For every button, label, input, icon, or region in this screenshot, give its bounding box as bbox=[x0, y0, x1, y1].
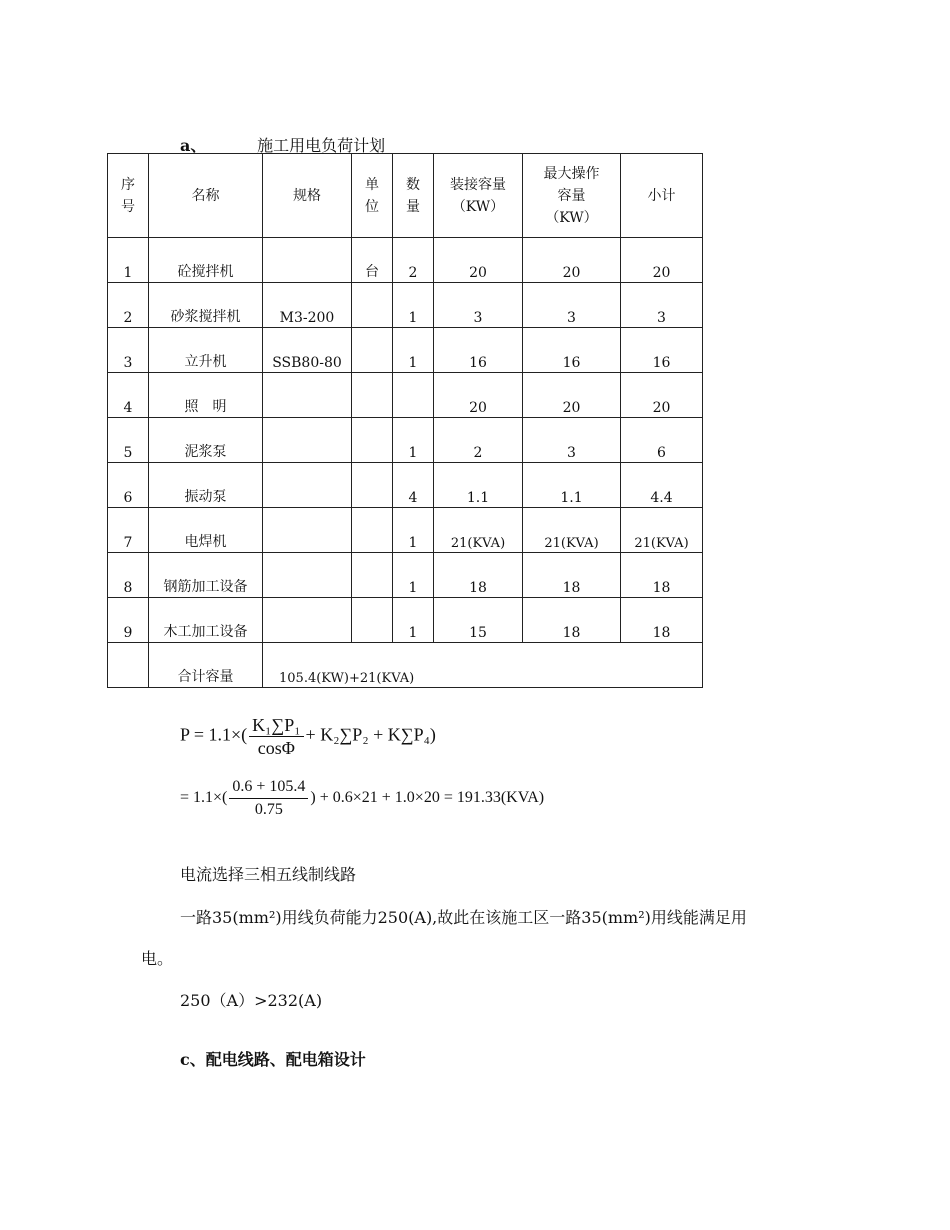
cell-unit bbox=[352, 598, 393, 643]
cell-name: 泥浆泵 bbox=[149, 418, 263, 463]
cell-qty: 1 bbox=[393, 283, 434, 328]
table-row bbox=[108, 553, 703, 598]
header-name: 名称 bbox=[149, 154, 263, 238]
header-subtotal: 小计 bbox=[621, 154, 703, 238]
cell-max-capacity: 16 bbox=[523, 328, 621, 373]
header-spec: 规格 bbox=[263, 154, 352, 238]
cell-subtotal: 16 bbox=[621, 328, 703, 373]
table-header-row bbox=[108, 154, 703, 238]
cell-spec: SSB80-80 bbox=[263, 328, 352, 373]
cell-qty: 2 bbox=[393, 238, 434, 283]
section-a-title: 施工用电负荷计划 bbox=[257, 136, 386, 155]
paragraph-current-check: 250（A）>232(A) bbox=[180, 991, 323, 1010]
header-max-capacity: 最大操作 容量 （KW） bbox=[523, 154, 621, 238]
cell-max-capacity: 20 bbox=[523, 373, 621, 418]
cell-unit bbox=[352, 553, 393, 598]
cell-install-capacity: 20 bbox=[434, 373, 523, 418]
cell-subtotal: 21(KVA) bbox=[621, 508, 703, 553]
cell-qty bbox=[393, 373, 434, 418]
paragraph-capacity-line2: 电。 bbox=[141, 949, 174, 968]
cell-max-capacity: 18 bbox=[523, 598, 621, 643]
cell-no: 6 bbox=[108, 463, 149, 508]
table-row bbox=[108, 418, 703, 463]
cell-spec bbox=[263, 238, 352, 283]
total-value: 105.4(KW)+21(KVA) bbox=[263, 643, 703, 688]
formula1-numerator: K₁∑P₁ bbox=[249, 714, 303, 737]
cell-install-capacity: 3 bbox=[434, 283, 523, 328]
cell-subtotal: 3 bbox=[621, 283, 703, 328]
header-qty: 数 量 bbox=[393, 154, 434, 238]
cell-name: 砼搅拌机 bbox=[149, 238, 263, 283]
cell-no: 2 bbox=[108, 283, 149, 328]
cell-install-capacity: 15 bbox=[434, 598, 523, 643]
cell-name: 振动泵 bbox=[149, 463, 263, 508]
cell-unit bbox=[352, 463, 393, 508]
cell-max-capacity: 18 bbox=[523, 553, 621, 598]
cell-install-capacity: 20 bbox=[434, 238, 523, 283]
cell-subtotal: 18 bbox=[621, 598, 703, 643]
table-row bbox=[108, 598, 703, 643]
cell-unit bbox=[352, 283, 393, 328]
cell-no: 7 bbox=[108, 508, 149, 553]
cell-subtotal: 20 bbox=[621, 238, 703, 283]
header-unit: 单 位 bbox=[352, 154, 393, 238]
cell-no: 1 bbox=[108, 238, 149, 283]
formula-computed bbox=[180, 776, 544, 821]
total-label: 合计容量 bbox=[149, 643, 263, 688]
formula2-lhs: = 1.1×( bbox=[180, 789, 228, 807]
cell-install-capacity: 2 bbox=[434, 418, 523, 463]
cell-no: 3 bbox=[108, 328, 149, 373]
cell-qty: 4 bbox=[393, 463, 434, 508]
cell-spec: M3-200 bbox=[263, 283, 352, 328]
table-row bbox=[108, 373, 703, 418]
table-total-row bbox=[108, 643, 703, 688]
formula-general bbox=[180, 714, 436, 759]
cell-no: 4 bbox=[108, 373, 149, 418]
table-row bbox=[108, 508, 703, 553]
load-plan-table bbox=[107, 153, 703, 688]
cell-unit bbox=[352, 373, 393, 418]
cell-name: 电焊机 bbox=[149, 508, 263, 553]
formula1-rest: + K₂∑P₂ + K∑P₄) bbox=[305, 724, 436, 745]
cell-max-capacity: 3 bbox=[523, 418, 621, 463]
cell-qty: 1 bbox=[393, 328, 434, 373]
cell-install-capacity: 18 bbox=[434, 553, 523, 598]
header-install-capacity: 装接容量 （KW） bbox=[434, 154, 523, 238]
cell-unit: 台 bbox=[352, 238, 393, 283]
table-row bbox=[108, 328, 703, 373]
cell-max-capacity: 1.1 bbox=[523, 463, 621, 508]
formula1-fraction bbox=[249, 714, 303, 759]
cell-qty: 1 bbox=[393, 598, 434, 643]
cell-spec bbox=[263, 418, 352, 463]
table-row bbox=[108, 283, 703, 328]
cell-unit bbox=[352, 328, 393, 373]
cell-name: 砂浆搅拌机 bbox=[149, 283, 263, 328]
cell-no: 5 bbox=[108, 418, 149, 463]
cell-qty: 1 bbox=[393, 418, 434, 463]
cell-install-capacity: 1.1 bbox=[434, 463, 523, 508]
cell-install-capacity: 21(KVA) bbox=[434, 508, 523, 553]
cell-subtotal: 20 bbox=[621, 373, 703, 418]
table-row bbox=[108, 463, 703, 508]
paragraph-capacity-line1: 一路35(mm²)用线负荷能力250(A),故此在该施工区一路35(mm²)用线能满足用 bbox=[180, 908, 747, 927]
total-empty-cell bbox=[108, 643, 149, 688]
cell-max-capacity: 21(KVA) bbox=[523, 508, 621, 553]
cell-subtotal: 4.4 bbox=[621, 463, 703, 508]
cell-spec bbox=[263, 373, 352, 418]
cell-max-capacity: 3 bbox=[523, 283, 621, 328]
cell-subtotal: 6 bbox=[621, 418, 703, 463]
section-a-label: a、 bbox=[180, 136, 207, 155]
cell-name: 照 明 bbox=[149, 373, 263, 418]
cell-no: 8 bbox=[108, 553, 149, 598]
table-row bbox=[108, 238, 703, 283]
formula1-lhs: P = 1.1×( bbox=[180, 724, 248, 745]
formula2-denominator: 0.75 bbox=[254, 801, 283, 818]
cell-name: 立升机 bbox=[149, 328, 263, 373]
formula2-numerator: 0.6 + 105.4 bbox=[229, 776, 308, 799]
cell-spec bbox=[263, 508, 352, 553]
formula1-denominator: cosΦ bbox=[257, 738, 295, 758]
cell-unit bbox=[352, 508, 393, 553]
section-c-heading: c、配电线路、配电箱设计 bbox=[180, 1050, 366, 1069]
header-no: 序 号 bbox=[108, 154, 149, 238]
cell-qty: 1 bbox=[393, 508, 434, 553]
cell-name: 木工加工设备 bbox=[149, 598, 263, 643]
cell-unit bbox=[352, 418, 393, 463]
cell-qty: 1 bbox=[393, 553, 434, 598]
cell-spec bbox=[263, 598, 352, 643]
formula2-rest: ) + 0.6×21 + 1.0×20 = 191.33(KVA) bbox=[310, 789, 545, 807]
formula2-fraction bbox=[229, 776, 308, 821]
cell-spec bbox=[263, 463, 352, 508]
cell-max-capacity: 20 bbox=[523, 238, 621, 283]
cell-install-capacity: 16 bbox=[434, 328, 523, 373]
cell-spec bbox=[263, 553, 352, 598]
cell-no: 9 bbox=[108, 598, 149, 643]
cell-subtotal: 18 bbox=[621, 553, 703, 598]
paragraph-circuit: 电流选择三相五线制线路 bbox=[180, 865, 357, 884]
cell-name: 钢筋加工设备 bbox=[149, 553, 263, 598]
